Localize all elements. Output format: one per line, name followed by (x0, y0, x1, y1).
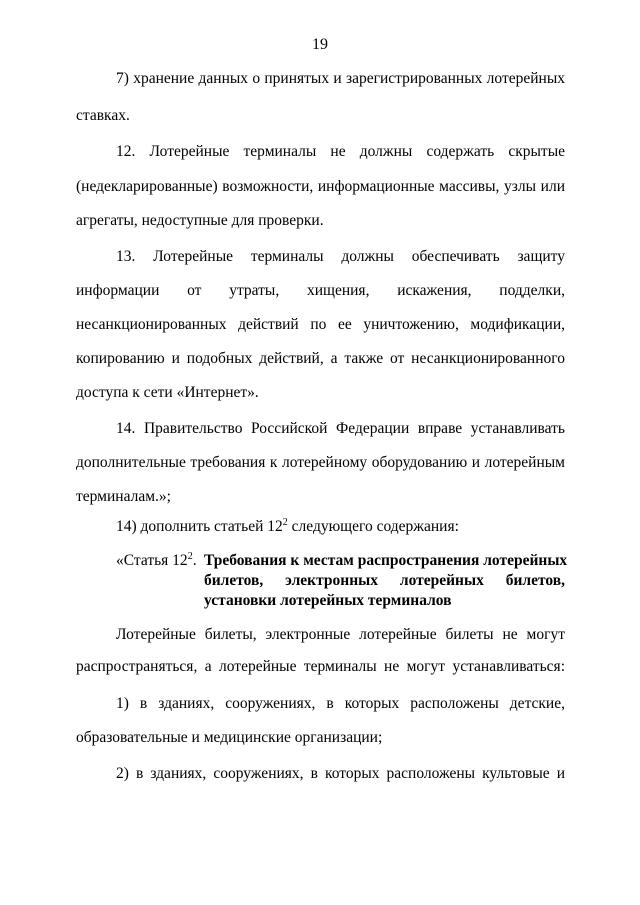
article-label: «Статья 12 (116, 552, 188, 569)
text-line: дополнительные требования к лотерейному оборудованию и лотерейным (76, 454, 565, 471)
text-fragment: 14) дополнить статьей 12 (116, 518, 283, 535)
text-fragment: следующего содержания: (287, 518, 459, 535)
superscript: 2 (187, 551, 193, 562)
text-line: распространяться, а лотерейные терминалы не могут устанавливаться: (76, 658, 565, 675)
text-line: копированию и подобных действий, а также от несанкционированного (76, 350, 565, 367)
text-line: несанкционированных действий по ее уничтожению, модификации, (76, 316, 565, 333)
article-label-dot: . (192, 552, 197, 569)
article-title-line: билетов, электронных лотерейных билетов, (204, 572, 565, 589)
text-line: ставках. (76, 107, 130, 124)
text-line: Лотерейные билеты, электронные лотерейные билеты не могут (116, 626, 565, 643)
text-line: агрегаты, недоступные для проверки. (76, 212, 324, 229)
text-line: 14. Правительство Российской Федерации вправе устанавливать (116, 420, 565, 437)
text-line (116, 516, 565, 538)
text-line: (недекларированные) возможности, информационные массивы, узлы или (76, 178, 565, 195)
text-line: 7) хранение данных о принятых и зарегистрированных лотерейных (116, 70, 565, 87)
article-title-line: установки лотерейных терминалов (204, 592, 452, 609)
text-line: образовательные и медицинские организации; (76, 729, 383, 746)
text-line: 12. Лотерейные терминалы не должны содержать скрытые (116, 143, 565, 160)
page-number: 19 (312, 36, 328, 53)
text-line: 1) в зданиях, сооружениях, в которых расположены детские, (116, 695, 565, 712)
superscript: 2 (282, 517, 288, 528)
article-heading-prefix (116, 550, 197, 572)
text-line: терминалам.»; (76, 488, 171, 505)
text-line: информации от утраты, хищения, искажения, подделки, (76, 282, 565, 299)
text-line: доступа к сети «Интернет». (76, 384, 259, 401)
text-line: 13. Лотерейные терминалы должны обеспечивать защиту (116, 248, 565, 265)
article-title-line: Требования к местам распространения лотерейных (204, 552, 568, 569)
text-line: 2) в зданиях, сооружениях, в которых расположены культовые и (116, 765, 565, 782)
